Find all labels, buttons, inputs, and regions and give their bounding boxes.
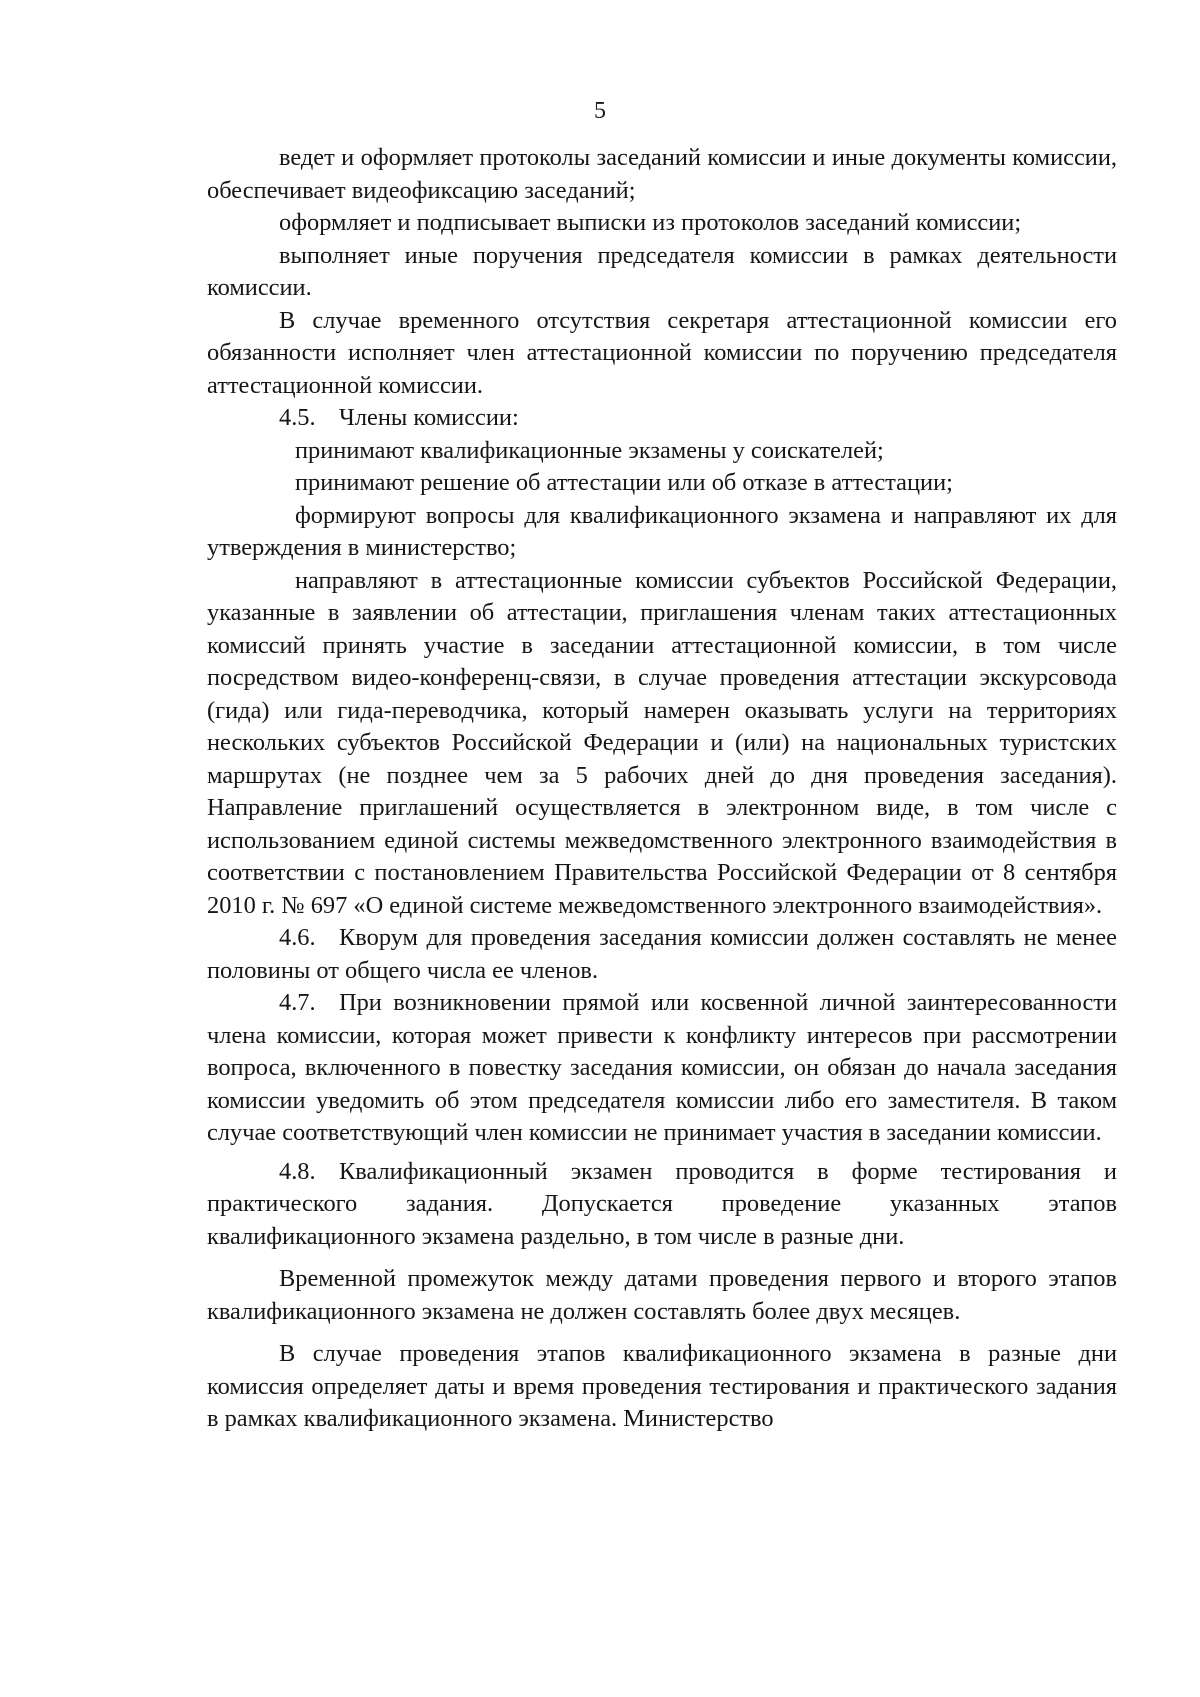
paragraph: формируют вопросы для квалификационного экзамена и направляют их для утверждения в министерство; bbox=[207, 501, 1117, 561]
page-number: 5 bbox=[594, 98, 606, 124]
clause-4-5 bbox=[207, 402, 1117, 435]
paragraph: выполняет иные поручения председателя комиссии в рамках деятельности комиссии. bbox=[207, 241, 1117, 301]
clause-text: Квалификационный экзамен проводится в форме тестирования и практического задания. Допускается проведение указанных этапов квалификационного экзамена раздельно, в том числе в разные дни. bbox=[207, 1157, 1117, 1250]
clause-text: При возникновении прямой или косвенной личной заинтересованности члена комиссии, которая может привести к конфликту интересов при рассмотрении вопроса, включенного в повестку заседания комиссии, он обязан до начала заседания комиссии уведомить об этом председателя комиссии либо его заместителя. В таком случае соответствующий член комиссии не принимает участия в заседании комиссии. bbox=[207, 989, 1117, 1146]
paragraph: ведет и оформляет протоколы заседаний комиссии и иные документы комиссии, обеспечивает видеофиксацию заседаний; bbox=[207, 144, 1117, 204]
clause-4-7 bbox=[207, 987, 1117, 1150]
clause-4-8 bbox=[207, 1156, 1117, 1254]
clause-number: 4.8. bbox=[279, 1157, 316, 1185]
paragraph: принимают квалификационные экзамены у соискателей; bbox=[295, 436, 884, 464]
document-body bbox=[207, 142, 1117, 1436]
clause-number: 4.6. bbox=[279, 924, 316, 951]
clause-number: 4.7. bbox=[279, 989, 316, 1016]
clause-text: Кворум для проведения заседания комиссии должен составлять не менее половины от общего числа ее членов. bbox=[207, 924, 1117, 984]
paragraph: оформляет и подписывает выписки из протоколов заседаний комиссии; bbox=[279, 209, 1022, 236]
paragraph: В случае проведения этапов квалификационного экзамена в разные дни комиссия определяет даты и время проведения тестирования и практического задания в рамках квалификационного экзамена. Министерство bbox=[207, 1340, 1117, 1432]
paragraph: направляют в аттестационные комиссии субъектов Российской Федерации, указанные в заявлении об аттестации, приглашения членам таких аттестационных комиссий принять участие в заседании аттестационной комиссии, в том числе посредством видео-конференц-связи, в случае проведения аттестации экскурсовода (гида) или гида-переводчика, который намерен оказывать услуги на территориях нескольких субъектов Российской Федерации и (или) на национальных туристских маршрутах (не позднее чем за 5 рабочих дней до дня проведения заседания). Направление приглашений осуществляется в электронном виде, в том числе с использованием единой системы межведомственного электронного взаимодействия в соответствии с постановлением Правительства Российской Федерации от 8 сентября 2010 г. № 697 «О единой системе межведомственного электронного взаимодействия». bbox=[207, 566, 1117, 919]
paragraph: В случае временного отсутствия секретаря аттестационной комиссии его обязанности исполняет член аттестационной комиссии по поручению председателя аттестационной комиссии. bbox=[207, 306, 1117, 399]
clause-text: Члены комиссии: bbox=[339, 404, 519, 431]
paragraph: принимают решение об аттестации или об отказе в аттестации; bbox=[295, 469, 953, 496]
clause-4-6 bbox=[207, 922, 1117, 987]
paragraph: Временной промежуток между датами проведения первого и второго этапов квалификационного экзамена не должен составлять более двух месяцев. bbox=[207, 1265, 1117, 1325]
clause-number: 4.5. bbox=[279, 404, 316, 431]
